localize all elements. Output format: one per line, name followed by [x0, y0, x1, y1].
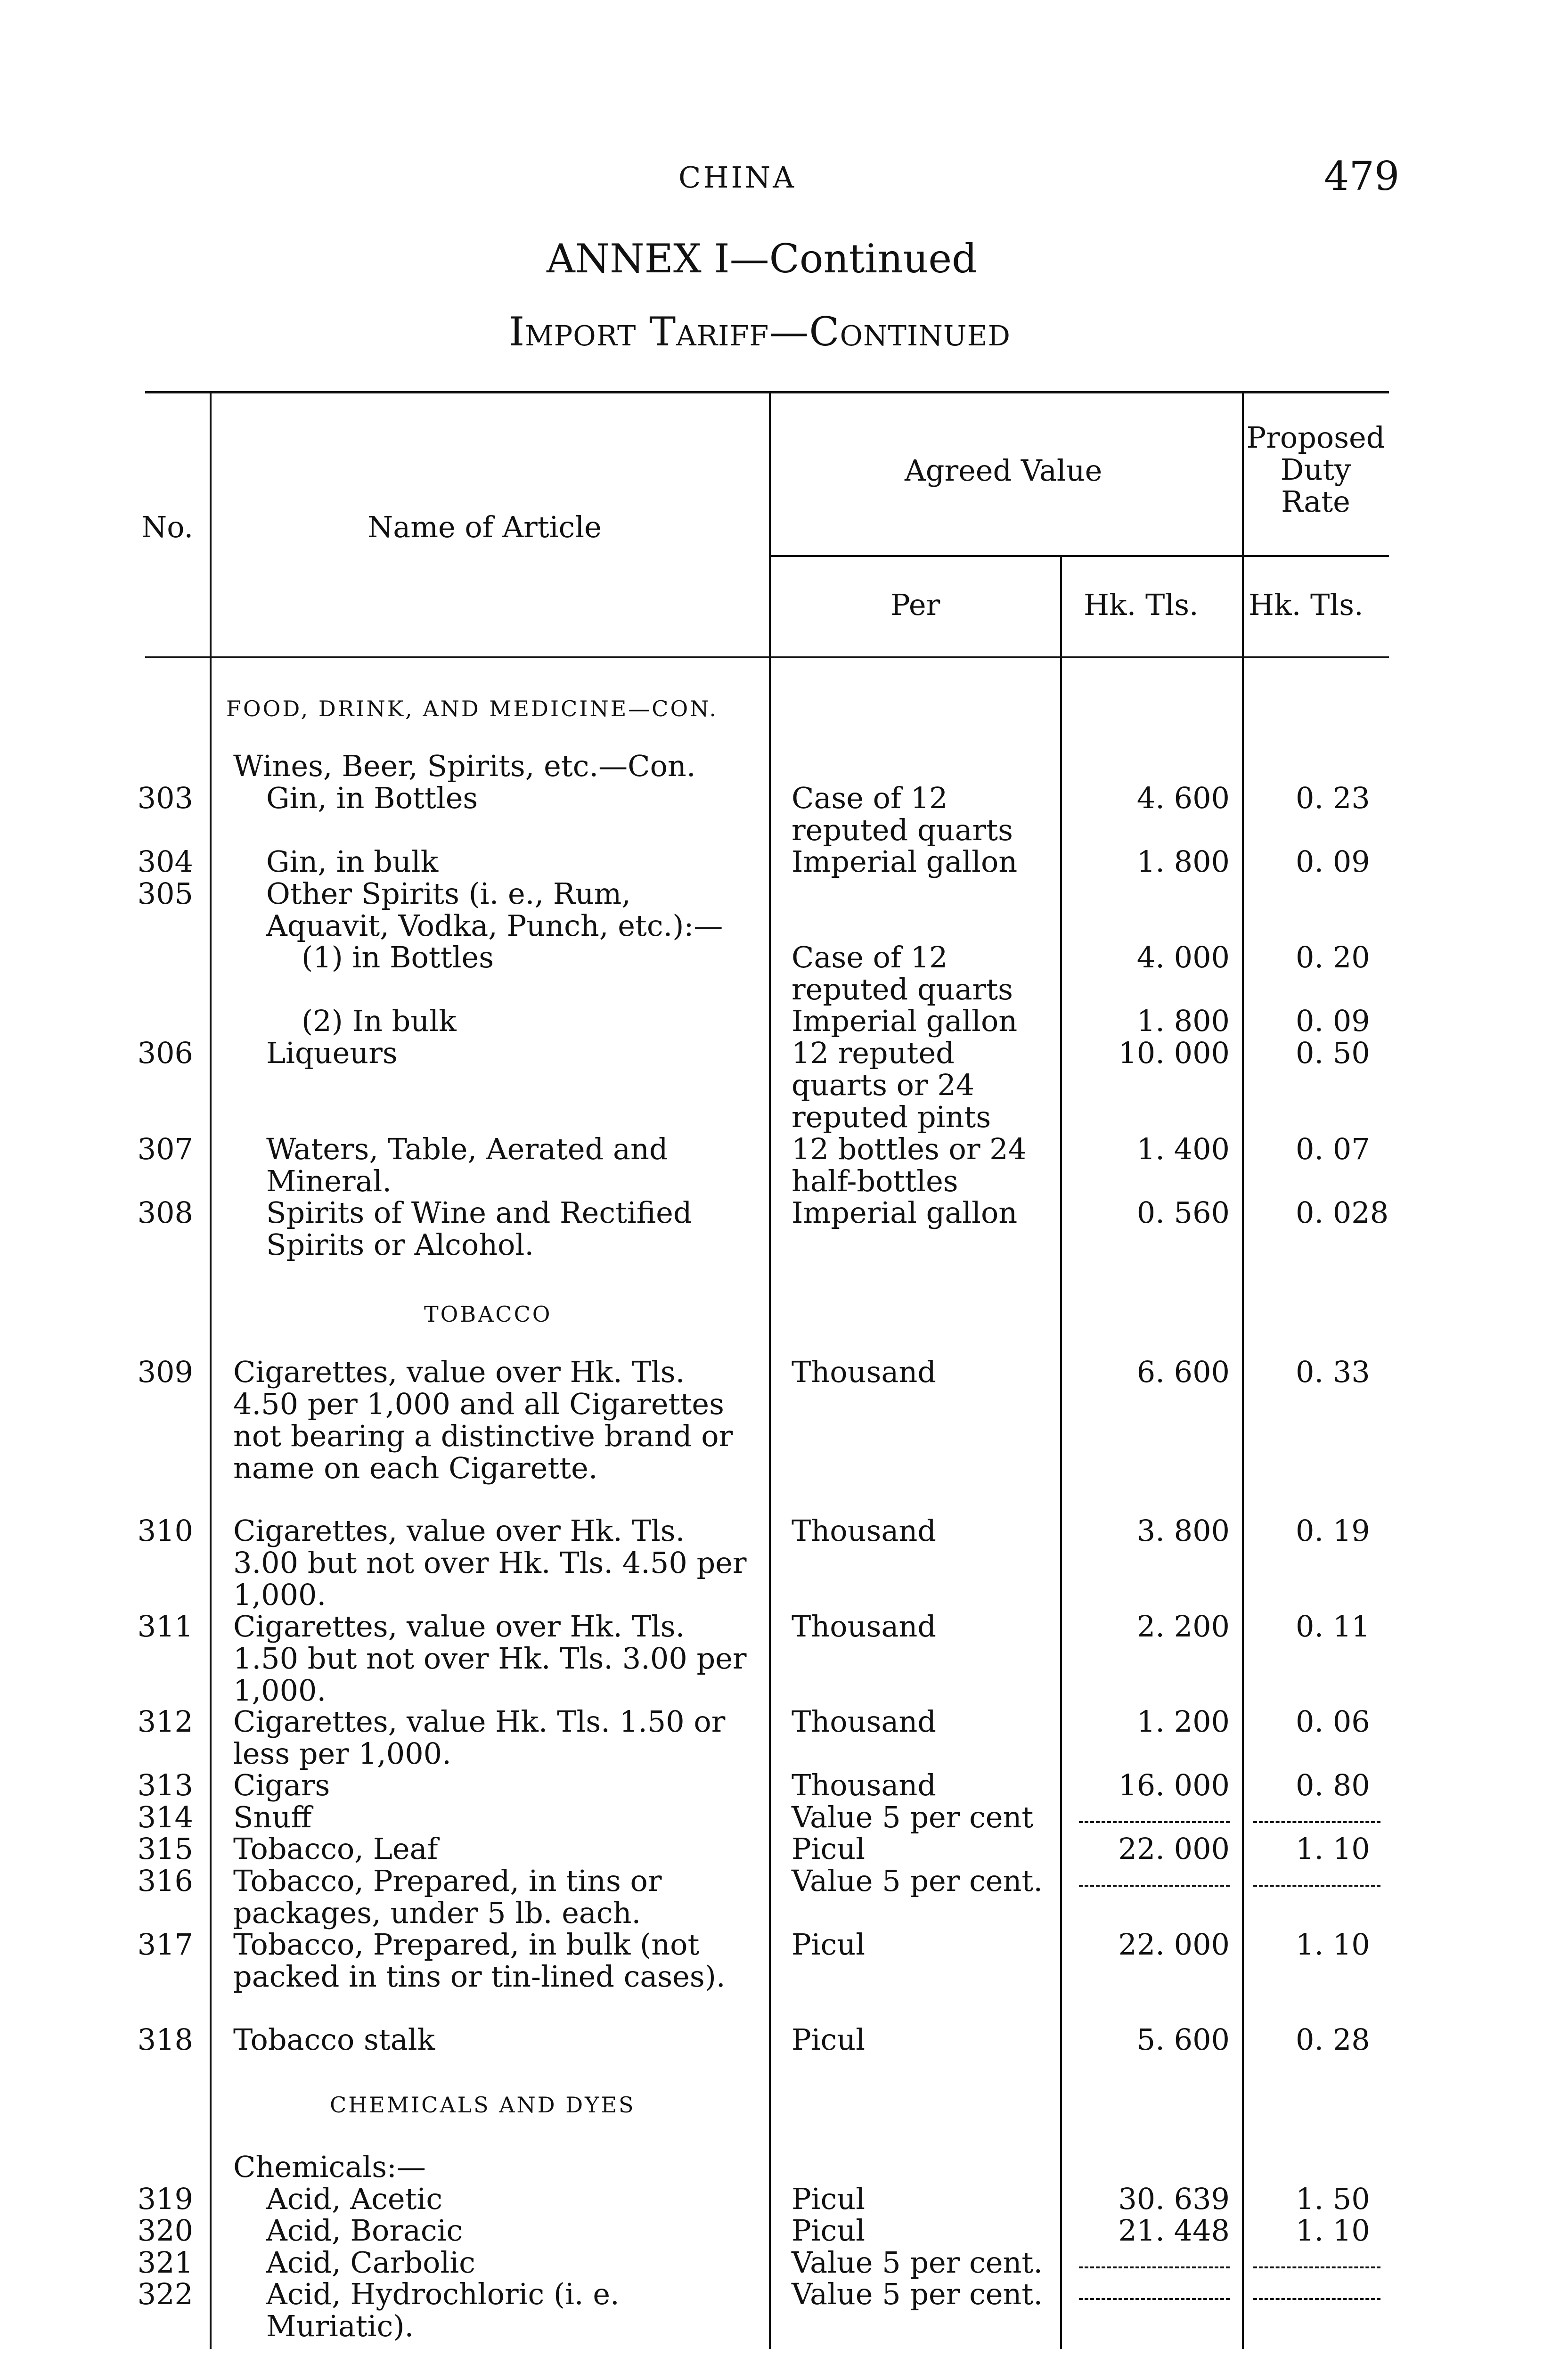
row-no: 321: [137, 2245, 193, 2280]
row-per: Value 5 per cent.: [792, 2245, 1043, 2280]
row-per: Picul: [792, 2182, 866, 2216]
running-head: CHINA: [678, 160, 797, 195]
column-rule-name: [769, 393, 771, 2349]
row-name: Liqueurs: [266, 1036, 398, 1070]
row-no: 319: [137, 2182, 193, 2216]
row-no: 314: [137, 1800, 193, 1834]
row-per: Value 5 per cent.: [792, 1864, 1043, 1898]
row-no: 306: [137, 1036, 193, 1070]
row-no: 304: [137, 844, 193, 879]
row-per: Thousand: [792, 1355, 936, 1389]
column-rule-no: [210, 393, 212, 2349]
row-duty: 0. 028: [1296, 1195, 1389, 1230]
row-duty: 0. 80: [1296, 1768, 1370, 1802]
row-no: 322: [137, 2277, 193, 2311]
row-duty: 0. 07: [1296, 1132, 1370, 1166]
empty-duty-dash: [1253, 1885, 1380, 1887]
row-name: Other Spirits (i. e., Rum, Aquavit, Vodka, Punch, etc.):—: [266, 876, 723, 943]
header-no: No.: [141, 510, 194, 544]
row-name: Cigarettes, value Hk. Tls. 1.50 or less per 1,000.: [233, 1704, 726, 1771]
row-name: Gin, in Bottles: [266, 781, 478, 815]
row-per: Imperial gallon: [792, 844, 1018, 879]
row-per: Value 5 per cent.: [792, 2277, 1043, 2311]
row-value: 5. 600: [1136, 2022, 1230, 2057]
page-number: 479: [1324, 153, 1400, 199]
row-per: Picul: [792, 1832, 866, 1866]
section-title: TOBACCO: [424, 1301, 552, 1327]
row-name: Gin, in bulk: [266, 844, 439, 879]
empty-value-dash: [1079, 2298, 1230, 2300]
row-duty: 0. 33: [1296, 1355, 1370, 1389]
row-no: 317: [137, 1927, 193, 1962]
row-no: 318: [137, 2022, 193, 2057]
section-title: CHEMICALS AND DYES: [330, 2092, 636, 2118]
row-duty: 0. 09: [1296, 1004, 1370, 1038]
row-value: 1. 800: [1136, 844, 1230, 879]
subhead: Wines, Beer, Spirits, etc.—Con.: [233, 749, 696, 783]
row-name: Acid, Acetic: [266, 2182, 443, 2216]
row-per: Case of 12 reputed quarts: [792, 940, 1013, 1006]
row-duty: 1. 10: [1296, 1927, 1370, 1962]
row-duty: 1. 10: [1296, 2213, 1370, 2248]
row-name: (1) in Bottles: [302, 940, 494, 974]
row-no: 313: [137, 1768, 193, 1802]
row-duty: 0. 50: [1296, 1036, 1370, 1070]
row-no: 308: [137, 1195, 193, 1230]
row-no: 320: [137, 2213, 193, 2248]
row-name: Acid, Boracic: [266, 2213, 463, 2248]
row-duty: 0. 20: [1296, 940, 1370, 974]
row-name: Cigarettes, value over Hk. Tls. 4.50 per 1,000 and all Cigarettes not bearing a distinctive brand or name on each Cigarette.: [233, 1355, 733, 1485]
row-per: Thousand: [792, 1513, 936, 1548]
row-value: 22. 000: [1118, 1927, 1230, 1962]
row-value: 21. 448: [1118, 2213, 1230, 2248]
row-per: Thousand: [792, 1609, 936, 1644]
row-name: Tobacco, Leaf: [233, 1832, 438, 1866]
row-name: Tobacco stalk: [233, 2022, 435, 2057]
header-agreed-value: Agreed Value: [905, 453, 1102, 488]
row-duty: 0. 11: [1296, 1609, 1370, 1644]
row-per: Picul: [792, 2213, 866, 2248]
row-no: 310: [137, 1513, 193, 1548]
header-hk-tls-duty: Hk. Tls.: [1249, 588, 1364, 622]
row-value: 10. 000: [1118, 1036, 1230, 1070]
row-no: 315: [137, 1832, 193, 1866]
row-no: 303: [137, 781, 193, 815]
header-name: Name of Article: [368, 510, 602, 544]
empty-duty-dash: [1253, 2266, 1380, 2268]
row-name: Cigars: [233, 1768, 330, 1802]
empty-value-dash: [1079, 1821, 1230, 1823]
row-value: 1. 400: [1136, 1132, 1230, 1166]
row-name: Tobacco, Prepared, in bulk (not packed in tins or tin-lined cases).: [233, 1927, 726, 1994]
row-value: 3. 800: [1136, 1513, 1230, 1548]
row-no: 316: [137, 1864, 193, 1898]
row-no: 311: [137, 1609, 193, 1644]
header-proposed-duty: Proposed Duty Rate: [1246, 420, 1385, 519]
row-name: Spirits of Wine and Rectified Spirits or Alcohol.: [266, 1195, 692, 1262]
row-name: Acid, Carbolic: [266, 2245, 475, 2280]
row-no: 305: [137, 876, 193, 911]
row-duty: 0. 09: [1296, 844, 1370, 879]
table-top-rule: [145, 391, 1389, 393]
row-per: Imperial gallon: [792, 1004, 1018, 1038]
row-no: 312: [137, 1704, 193, 1739]
row-value: 6. 600: [1136, 1355, 1230, 1389]
row-name: Acid, Hydrochloric (i. e. Muriatic).: [266, 2277, 620, 2343]
row-per: Thousand: [792, 1704, 936, 1739]
row-value: 4. 600: [1136, 781, 1230, 815]
row-value: 0. 560: [1136, 1195, 1230, 1230]
row-value: 4. 000: [1136, 940, 1230, 974]
row-no: 309: [137, 1355, 193, 1389]
row-per: Case of 12 reputed quarts: [792, 781, 1013, 847]
header-mid-rule: [771, 555, 1389, 557]
row-value: 22. 000: [1118, 1832, 1230, 1866]
section-title: FOOD, DRINK, AND MEDICINE—CON.: [226, 696, 719, 721]
row-per: Imperial gallon: [792, 1195, 1018, 1230]
row-per: Picul: [792, 2022, 866, 2057]
row-duty: 1. 10: [1296, 1832, 1370, 1866]
empty-value-dash: [1079, 2266, 1230, 2268]
header-hk-tls-value: Hk. Tls.: [1084, 588, 1199, 622]
row-per: Thousand: [792, 1768, 936, 1802]
row-per: 12 reputed quarts or 24 reputed pints: [792, 1036, 991, 1134]
row-name: Cigarettes, value over Hk. Tls. 1.50 but not over Hk. Tls. 3.00 per 1,000.: [233, 1609, 747, 1708]
header-per: Per: [890, 588, 940, 622]
empty-duty-dash: [1253, 2298, 1380, 2300]
row-duty: 0. 23: [1296, 781, 1370, 815]
row-value: 1. 200: [1136, 1704, 1230, 1739]
row-per: 12 bottles or 24 half-bottles: [792, 1132, 1027, 1198]
row-duty: 0. 06: [1296, 1704, 1370, 1739]
row-value: 1. 800: [1136, 1004, 1230, 1038]
row-value: 2. 200: [1136, 1609, 1230, 1644]
row-name: Snuff: [233, 1800, 312, 1834]
row-duty: 0. 28: [1296, 2022, 1370, 2057]
annex-title: ANNEX I—Continued: [547, 236, 977, 282]
empty-duty-dash: [1253, 1821, 1380, 1823]
row-name: Cigarettes, value over Hk. Tls. 3.00 but not over Hk. Tls. 4.50 per 1,000.: [233, 1513, 747, 1612]
row-value: 30. 639: [1118, 2182, 1230, 2216]
header-bottom-rule: [145, 656, 1389, 658]
column-rule-per: [1060, 556, 1062, 2349]
subhead: Chemicals:—: [233, 2150, 426, 2184]
row-value: 16. 000: [1118, 1768, 1230, 1802]
page-subtitle: Import Tariff—Continued: [509, 309, 1011, 355]
empty-value-dash: [1079, 1885, 1230, 1887]
row-name: (2) In bulk: [302, 1004, 457, 1038]
row-duty: 0. 19: [1296, 1513, 1370, 1548]
row-name: Tobacco, Prepared, in tins or packages, under 5 lb. each.: [233, 1864, 662, 1930]
row-name: Waters, Table, Aerated and Mineral.: [266, 1132, 668, 1198]
row-per: Value 5 per cent: [792, 1800, 1034, 1834]
row-no: 307: [137, 1132, 193, 1166]
row-duty: 1. 50: [1296, 2182, 1370, 2216]
row-per: Picul: [792, 1927, 866, 1962]
column-rule-value: [1242, 393, 1244, 2349]
